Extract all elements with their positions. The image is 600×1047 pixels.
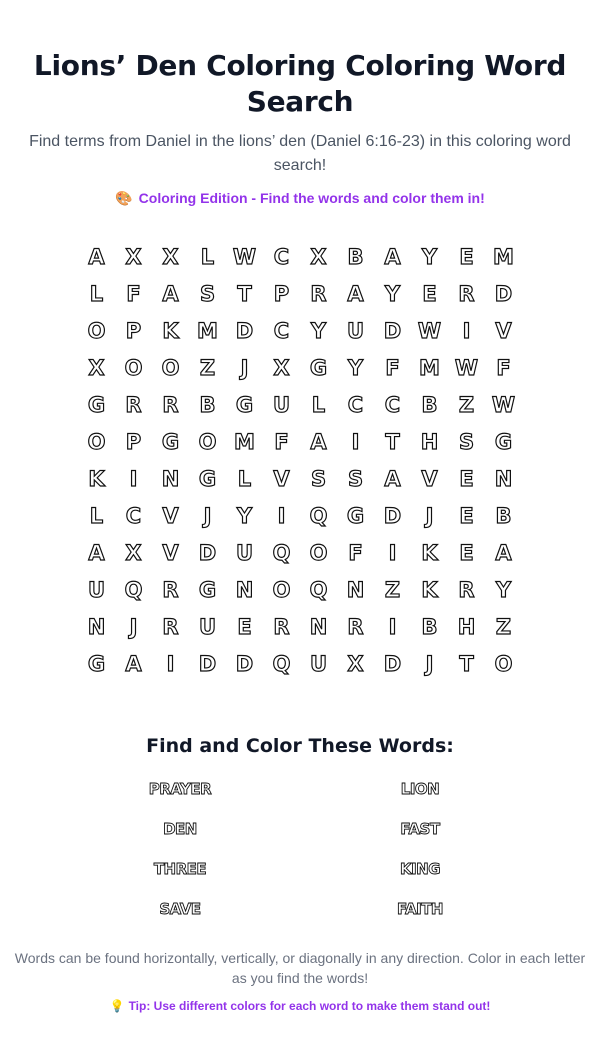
grid-letter[interactable]: Y: [310, 318, 327, 343]
grid-letter[interactable]: O: [87, 318, 106, 343]
grid-letter[interactable]: S: [458, 429, 475, 454]
grid-letter[interactable]: A: [162, 281, 179, 306]
grid-letter[interactable]: R: [162, 392, 179, 417]
grid-letter[interactable]: G: [198, 577, 217, 602]
grid-letter[interactable]: C: [273, 318, 290, 343]
grid-letter[interactable]: V: [421, 466, 438, 491]
lightbulb-icon: 💡: [109, 999, 125, 1013]
grid-letter[interactable]: O: [124, 355, 143, 380]
grid-letter[interactable]: L: [237, 466, 252, 491]
grid-letter[interactable]: R: [347, 614, 364, 639]
grid-letter[interactable]: Z: [458, 392, 475, 417]
page-title: Lions’ Den Coloring Coloring Word Search: [33, 49, 567, 118]
grid-letter[interactable]: H: [457, 614, 476, 639]
grid-letter[interactable]: J: [240, 355, 249, 380]
grid-letter[interactable]: T: [385, 429, 400, 454]
grid-letter[interactable]: W: [454, 355, 479, 380]
grid-letter[interactable]: O: [272, 577, 291, 602]
grid-letter[interactable]: V: [162, 503, 179, 528]
grid-letter[interactable]: D: [383, 503, 402, 528]
grid-letter[interactable]: F: [126, 281, 141, 306]
grid-letter[interactable]: P: [125, 318, 142, 343]
grid-letter[interactable]: G: [235, 392, 254, 417]
tip-note: [0, 998, 600, 1014]
grid-letter[interactable]: W: [491, 392, 516, 417]
grid-letter[interactable]: K: [421, 577, 438, 602]
grid-letter[interactable]: L: [89, 503, 104, 528]
grid-letter[interactable]: I: [388, 540, 397, 565]
grid-letter[interactable]: M: [419, 355, 440, 380]
grid-letter[interactable]: R: [310, 281, 327, 306]
grid-letter[interactable]: N: [161, 466, 180, 491]
grid-letter[interactable]: D: [383, 318, 402, 343]
grid-letter[interactable]: J: [425, 651, 434, 676]
word-item: THREE: [153, 860, 207, 878]
grid-letter[interactable]: L: [311, 392, 326, 417]
grid-letter[interactable]: I: [388, 614, 397, 639]
grid-letter[interactable]: I: [351, 429, 360, 454]
page-subtitle: Find terms from Daniel in the lions’ den (Daniel 6:16-23) in this coloring word search!: [29, 133, 571, 174]
grid-letter[interactable]: Z: [495, 614, 512, 639]
grid-letter[interactable]: F: [496, 355, 511, 380]
grid-letter[interactable]: F: [274, 429, 289, 454]
grid-letter[interactable]: C: [125, 503, 142, 528]
grid-letter[interactable]: D: [198, 651, 217, 676]
grid-letter[interactable]: Z: [199, 355, 216, 380]
grid-letter[interactable]: A: [88, 540, 105, 565]
grid-letter[interactable]: N: [309, 614, 328, 639]
grid-letter[interactable]: C: [384, 392, 401, 417]
grid-letter[interactable]: C: [347, 392, 364, 417]
grid-letter[interactable]: G: [494, 429, 513, 454]
word-item: PRAYER: [148, 780, 212, 798]
grid-letter[interactable]: B: [421, 614, 438, 639]
coloring-edition-note: [0, 188, 600, 208]
grid-letter[interactable]: J: [425, 503, 434, 528]
grid-letter[interactable]: V: [162, 540, 179, 565]
grid-letter[interactable]: R: [458, 281, 475, 306]
grid-letter[interactable]: A: [88, 244, 105, 269]
grid-letter[interactable]: L: [89, 281, 104, 306]
grid-letter[interactable]: Q: [309, 577, 328, 602]
grid-letter[interactable]: K: [88, 466, 105, 491]
grid-letter[interactable]: N: [494, 466, 513, 491]
grid-letter[interactable]: U: [346, 318, 365, 343]
grid-letter[interactable]: B: [495, 503, 512, 528]
grid-letter[interactable]: E: [422, 281, 437, 306]
grid-letter[interactable]: D: [235, 651, 254, 676]
grid-letter[interactable]: Y: [421, 244, 438, 269]
grid-letter[interactable]: X: [310, 244, 327, 269]
grid-letter[interactable]: G: [161, 429, 180, 454]
grid-letter[interactable]: T: [237, 281, 252, 306]
grid-letter[interactable]: H: [420, 429, 439, 454]
grid-letter[interactable]: F: [348, 540, 363, 565]
grid-letter[interactable]: R: [125, 392, 142, 417]
grid-letter[interactable]: X: [347, 651, 364, 676]
grid-letter[interactable]: B: [421, 392, 438, 417]
grid-letter[interactable]: Y: [384, 281, 401, 306]
grid-letter[interactable]: R: [162, 614, 179, 639]
grid-letter[interactable]: M: [197, 318, 218, 343]
grid-letter[interactable]: V: [495, 318, 512, 343]
grid-letter[interactable]: W: [232, 244, 257, 269]
word-item: KING: [399, 860, 441, 878]
grid-letter[interactable]: G: [198, 466, 217, 491]
grid-letter[interactable]: L: [200, 244, 215, 269]
grid-letter[interactable]: Q: [272, 540, 291, 565]
grid-letter[interactable]: X: [88, 355, 105, 380]
palette-icon: 🎨: [115, 190, 133, 206]
grid-letter[interactable]: W: [417, 318, 442, 343]
grid-letter[interactable]: V: [273, 466, 290, 491]
grid-letter[interactable]: A: [384, 466, 401, 491]
word-item: DEN: [163, 820, 197, 838]
grid-letter[interactable]: K: [162, 318, 179, 343]
grid-letter[interactable]: A: [384, 244, 401, 269]
grid-letter[interactable]: D: [198, 540, 217, 565]
grid-letter[interactable]: R: [162, 577, 179, 602]
grid-letter[interactable]: R: [273, 614, 290, 639]
grid-letter[interactable]: X: [273, 355, 290, 380]
grid-letter[interactable]: U: [309, 651, 328, 676]
grid-letter[interactable]: M: [493, 244, 514, 269]
grid-letter[interactable]: I: [462, 318, 471, 343]
grid-letter[interactable]: G: [346, 503, 365, 528]
grid-letter[interactable]: I: [166, 651, 175, 676]
grid-letter[interactable]: Q: [309, 503, 328, 528]
grid-letter[interactable]: M: [234, 429, 255, 454]
grid-letter[interactable]: O: [87, 429, 106, 454]
grid-letter[interactable]: X: [125, 244, 142, 269]
grid-letter[interactable]: Y: [347, 355, 364, 380]
grid-letter[interactable]: Q: [124, 577, 143, 602]
grid-letter[interactable]: S: [310, 466, 327, 491]
grid-letter[interactable]: S: [347, 466, 364, 491]
instructions-text: Words can be found horizontally, vertically, or diagonally in any direction. Color in each letter as you find the words!: [14, 950, 586, 986]
grid-letter[interactable]: E: [459, 466, 474, 491]
grid-letter[interactable]: A: [495, 540, 512, 565]
grid-letter[interactable]: Y: [236, 503, 253, 528]
grid-letter[interactable]: D: [235, 318, 254, 343]
word-list-title: Find and Color These Words:: [146, 735, 454, 757]
grid-letter[interactable]: R: [458, 577, 475, 602]
grid-letter[interactable]: I: [129, 466, 138, 491]
grid-letter[interactable]: O: [309, 540, 328, 565]
grid-letter[interactable]: X: [125, 540, 142, 565]
grid-letter[interactable]: O: [161, 355, 180, 380]
grid-letter[interactable]: A: [125, 651, 142, 676]
tip-text: Tip: Use different colors for each word to make them stand out!: [128, 999, 491, 1013]
grid-letter[interactable]: O: [198, 429, 217, 454]
grid-letter[interactable]: U: [272, 392, 291, 417]
word-item: FAST: [400, 820, 440, 838]
grid-letter[interactable]: G: [87, 651, 106, 676]
grid-letter[interactable]: E: [459, 503, 474, 528]
grid-letter[interactable]: C: [273, 244, 290, 269]
grid-letter[interactable]: U: [198, 614, 217, 639]
word-list: [60, 776, 540, 936]
grid-letter[interactable]: E: [459, 244, 474, 269]
grid-letter[interactable]: B: [347, 244, 364, 269]
grid-letter[interactable]: U: [87, 577, 106, 602]
grid-letter[interactable]: F: [385, 355, 400, 380]
word-search-grid: [78, 238, 522, 682]
grid-letter[interactable]: P: [125, 429, 142, 454]
grid-letter[interactable]: D: [494, 281, 513, 306]
grid-letter[interactable]: E: [237, 614, 252, 639]
grid-letter[interactable]: X: [162, 244, 179, 269]
grid-letter[interactable]: J: [203, 503, 212, 528]
grid-letter[interactable]: S: [199, 281, 216, 306]
grid-letter[interactable]: G: [87, 392, 106, 417]
word-item: SAVE: [159, 900, 201, 918]
grid-letter[interactable]: U: [235, 540, 254, 565]
grid-letter[interactable]: N: [87, 614, 106, 639]
grid-letter[interactable]: Y: [495, 577, 512, 602]
grid-letter[interactable]: A: [347, 281, 364, 306]
grid-letter[interactable]: O: [494, 651, 513, 676]
grid-letter[interactable]: P: [273, 281, 290, 306]
grid-letter[interactable]: A: [310, 429, 327, 454]
grid-letter[interactable]: D: [383, 651, 402, 676]
grid-letter[interactable]: G: [309, 355, 328, 380]
grid-letter[interactable]: N: [346, 577, 365, 602]
word-item: LION: [400, 780, 440, 798]
coloring-edition-label: Coloring Edition - Find the words and color them in!: [138, 190, 485, 206]
grid-letter[interactable]: K: [421, 540, 438, 565]
grid-letter[interactable]: N: [235, 577, 254, 602]
word-item: FAITH: [396, 900, 443, 918]
grid-letter[interactable]: T: [459, 651, 474, 676]
grid-letter[interactable]: B: [199, 392, 216, 417]
grid-letter[interactable]: Z: [384, 577, 401, 602]
grid-letter[interactable]: E: [459, 540, 474, 565]
grid-letter[interactable]: J: [129, 614, 138, 639]
grid-letter[interactable]: Q: [272, 651, 291, 676]
grid-letter[interactable]: I: [277, 503, 286, 528]
